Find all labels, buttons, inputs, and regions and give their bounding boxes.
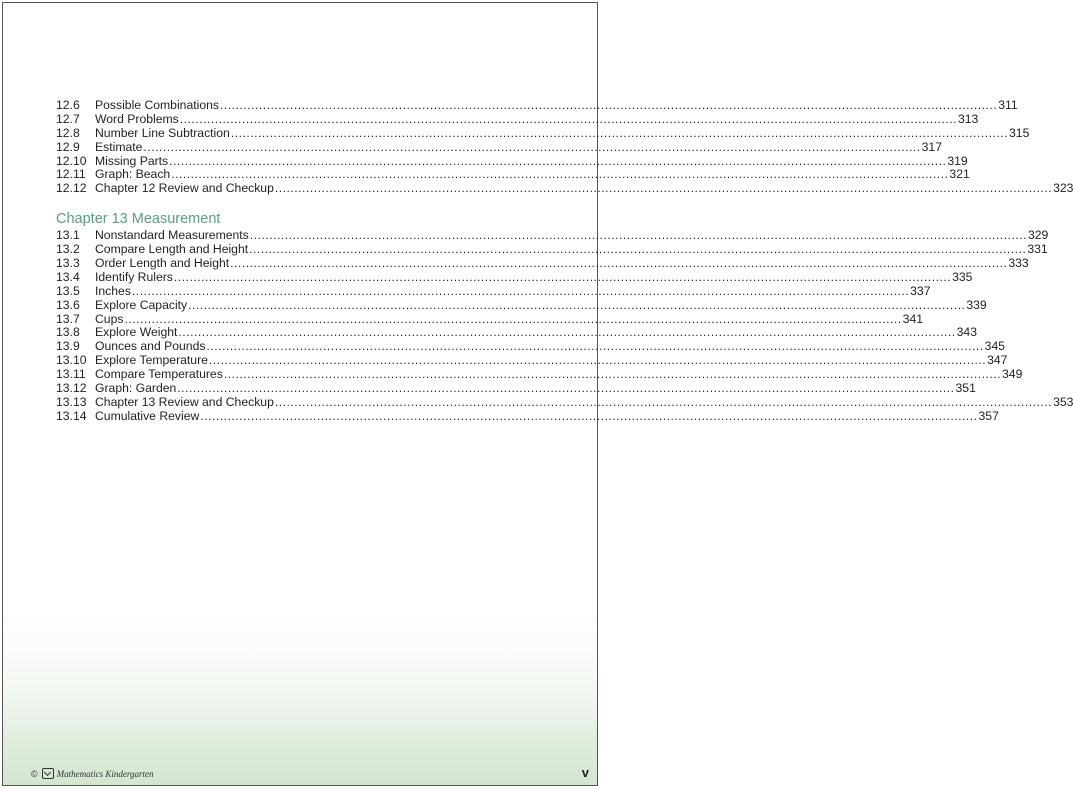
toc-entry-page: 341 <box>902 311 924 326</box>
toc-entry-page: 311 <box>998 98 1018 112</box>
toc-entry-number: 13.11 <box>56 367 86 382</box>
toc-entry <box>56 408 999 424</box>
toc-entry-title: Explore Temperature <box>95 353 208 368</box>
toc-entry-number: 13.10 <box>56 353 87 368</box>
toc-entry-page: 353 <box>1053 394 1073 409</box>
toc-entry-title: Explore Capacity <box>95 297 188 312</box>
book-title: Mathematics Kindergarten <box>56 768 154 779</box>
toc-entry-page: 351 <box>955 381 976 396</box>
toc-entry-title: Number Line Subtraction <box>95 125 230 140</box>
toc-entry <box>56 167 970 182</box>
toc-entry-title: Chapter 12 Review and Checkup <box>95 181 274 196</box>
toc-entry-page: 347 <box>987 353 1008 368</box>
toc-entry-page: 321 <box>949 167 970 182</box>
chapter-heading: Chapter 13 Measurement <box>56 211 221 228</box>
toc-entry <box>56 353 1008 368</box>
toc-entry-page: 335 <box>952 269 973 284</box>
toc-dot-leader: ........................................................................................................................................................................................................ <box>208 353 987 368</box>
toc-entry-page: 333 <box>1008 256 1029 271</box>
toc-entry-title: Compare Length and Height <box>95 242 249 257</box>
table-of-contents <box>56 98 1073 424</box>
toc-entry <box>56 311 924 327</box>
toc-entry <box>56 325 977 340</box>
toc-entry-title: Graph: Beach <box>95 167 171 182</box>
toc-entry <box>56 181 1073 196</box>
toc-entry-number: 13.1 <box>56 228 80 243</box>
toc-entry-title: Inches <box>95 283 131 298</box>
toc-entry-page: 329 <box>1028 228 1049 243</box>
toc-entry <box>56 139 942 155</box>
toc-dot-leader: ........................................................................................................................................................................................................ <box>274 394 1053 409</box>
toc-dot-leader: ........................................................................................................................................................................................................ <box>223 367 1002 382</box>
toc-entry-page: 319 <box>947 153 968 168</box>
toc-entry <box>56 228 1049 243</box>
toc-dot-leader: ........................................................................................................................................................................................................ <box>249 242 1027 257</box>
page-number: v <box>581 765 589 780</box>
toc-entry-page: 337 <box>910 283 931 298</box>
toc-entry <box>56 153 968 169</box>
toc-entry-title: Missing Parts <box>95 153 169 168</box>
toc-entry-page: 331 <box>1027 242 1048 257</box>
toc-dot-leader: ........................................................................................................................................................................................................ <box>230 256 1008 271</box>
toc-entry-number: 13.4 <box>56 269 80 284</box>
toc-entry-page: 339 <box>966 297 987 312</box>
toc-entry-number: 13.14 <box>56 408 87 423</box>
toc-entry-number: 13.2 <box>56 242 80 257</box>
toc-entry-page: 345 <box>984 339 1006 354</box>
toc-entry-number: 13.12 <box>56 381 87 396</box>
toc-entry-number: 12.6 <box>56 98 80 112</box>
toc-entry <box>56 269 973 285</box>
toc-entry-number: 12.11 <box>56 167 86 182</box>
toc-entry <box>56 394 1073 410</box>
toc-chapter13-entries <box>56 228 1073 423</box>
toc-entry-number: 13.3 <box>56 256 80 271</box>
toc-entry-title: Order Length and Height <box>95 256 230 271</box>
copyright-symbol: © <box>31 768 38 779</box>
toc-entry-number: 12.9 <box>56 139 80 154</box>
toc-dot-leader: ........................................................................................................................................................................................................ <box>249 228 1027 243</box>
toc-entry <box>56 242 1048 257</box>
toc-dot-leader: ........................................................................................................................................................................................................ <box>171 167 949 182</box>
toc-dot-leader: ........................................................................................................................................................................................................ <box>179 111 957 126</box>
toc-entry <box>56 125 1030 141</box>
toc-entry-title: Chapter 13 Review and Checkup <box>95 394 274 409</box>
toc-entry <box>56 256 1029 271</box>
toc-dot-leader: ........................................................................................................................................................................................................ <box>124 311 902 326</box>
toc-entry <box>56 381 976 396</box>
toc-entry-title: Cups <box>95 311 124 326</box>
toc-dot-leader: ........................................................................................................................................................................................................ <box>219 98 998 112</box>
toc-entry-number: 13.5 <box>56 283 80 298</box>
toc-entry-page: 323 <box>1053 181 1073 196</box>
toc-entry-number: 13.7 <box>56 311 80 326</box>
toc-entry <box>56 297 987 313</box>
toc-entry-number: 12.7 <box>56 111 80 126</box>
toc-entry-number: 12.12 <box>56 181 87 196</box>
toc-dot-leader: ........................................................................................................................................................................................................ <box>200 408 978 423</box>
toc-entry-title: Cumulative Review <box>95 408 200 423</box>
toc-entry-page: 357 <box>978 408 999 423</box>
page-footer <box>31 768 154 779</box>
toc-entry-number: 12.8 <box>56 125 80 140</box>
toc-entry-title: Estimate <box>95 139 143 154</box>
toc-entry-page: 313 <box>957 111 979 126</box>
document-page <box>2 2 1073 786</box>
toc-entry-title: Explore Weight <box>95 325 178 340</box>
toc-dot-leader: ........................................................................................................................................................................................................ <box>178 325 956 340</box>
toc-entry-number: 13.8 <box>56 325 80 340</box>
toc-dot-leader: ........................................................................................................................................................................................................ <box>177 381 955 396</box>
toc-dot-leader: ........................................................................................................................................................................................................ <box>230 125 1009 140</box>
toc-entry <box>56 111 979 127</box>
toc-entry <box>56 367 1023 382</box>
toc-dot-leader: ........................................................................................................................................................................................................ <box>169 153 947 168</box>
toc-entry-title: Ounces and Pounds <box>95 339 206 354</box>
toc-entry-title: Nonstandard Measurements <box>95 228 249 243</box>
toc-entry <box>56 283 931 299</box>
toc-entry <box>56 98 1018 113</box>
toc-dot-leader: ........................................................................................................................................................................................................ <box>206 339 984 354</box>
toc-entry-page: 315 <box>1009 125 1030 140</box>
toc-entry-page: 317 <box>921 139 942 154</box>
toc-dot-leader: ........................................................................................................................................................................................................ <box>173 269 952 284</box>
toc-entry-title: Graph: Garden <box>95 381 177 396</box>
toc-entry-number: 13.6 <box>56 297 80 312</box>
toc-entry-page: 343 <box>956 325 977 340</box>
toc-entry <box>56 339 1006 354</box>
toc-dot-leader: ........................................................................................................................................................................................................ <box>143 139 921 154</box>
toc-dot-leader: ........................................................................................................................................................................................................ <box>188 297 966 312</box>
toc-dot-leader: ........................................................................................................................................................................................................ <box>274 181 1053 196</box>
toc-entry-title: Identify Rulers <box>95 269 173 284</box>
toc-entry-title: Possible Combinations <box>95 98 219 112</box>
toc-entry-number: 13.13 <box>56 394 87 409</box>
toc-dot-leader: ........................................................................................................................................................................................................ <box>131 283 910 298</box>
toc-entry-page: 349 <box>1002 367 1023 382</box>
toc-entry-title: Word Problems <box>95 111 179 126</box>
publisher-logo-icon <box>42 768 54 779</box>
toc-entry-title: Compare Temperatures <box>95 367 223 382</box>
toc-entry-number: 13.9 <box>56 339 80 354</box>
toc-chapter12-entries <box>56 98 1073 196</box>
toc-entry-number: 12.10 <box>56 153 87 168</box>
